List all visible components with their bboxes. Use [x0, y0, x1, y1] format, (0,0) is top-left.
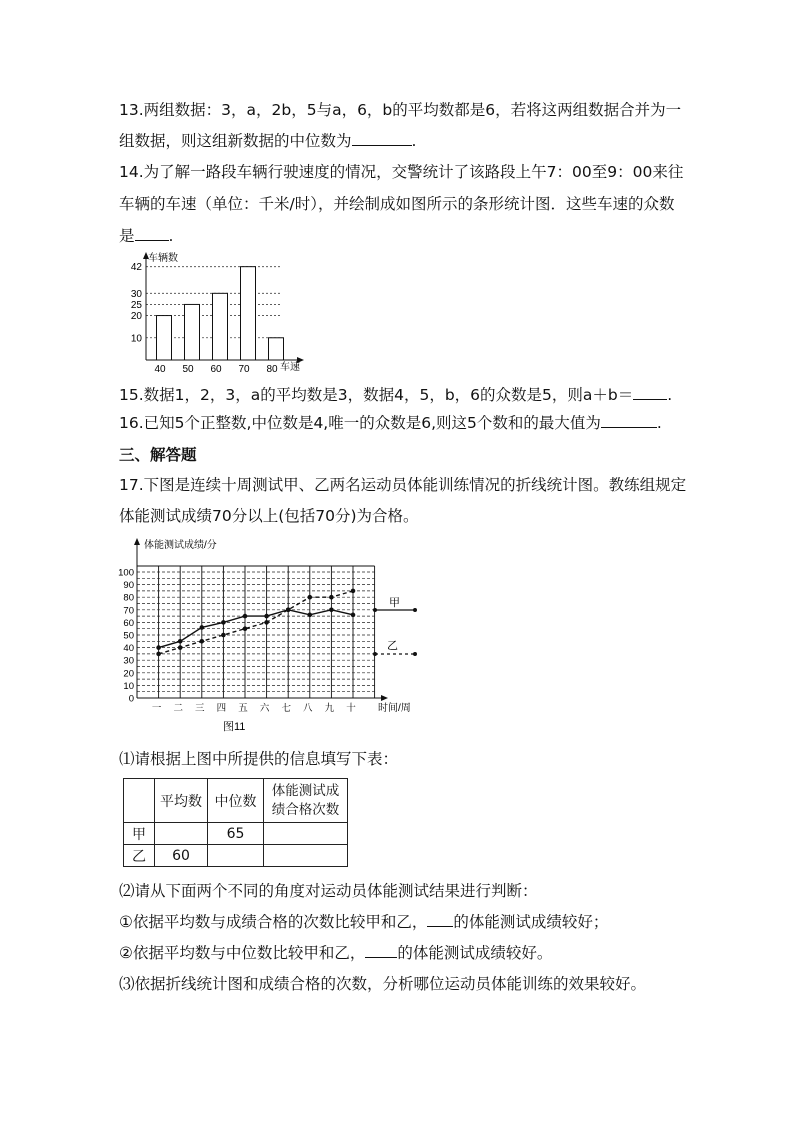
lc-y-axis-arrow — [134, 538, 140, 545]
table-header-pass — [264, 779, 348, 823]
bar-x-tick: 80 — [266, 364, 278, 374]
lc-x-tick: 七 — [281, 703, 291, 714]
series-yi-point — [351, 589, 356, 594]
lc-x-tick: 一 — [151, 703, 162, 714]
series-yi-point — [243, 626, 248, 631]
sub2a — [119, 912, 699, 933]
series-jia-point — [308, 613, 313, 618]
series-jia-point — [156, 645, 161, 650]
lc-x-tick: 五 — [238, 703, 248, 714]
y-axis-label: 车辆数 — [148, 253, 178, 264]
table-header-mean: 平均数 — [155, 779, 208, 823]
q16-text: 16.已知5个正整数,中位数是4,唯一的众数是6,则这5个数和的最大值为 — [119, 414, 601, 432]
series-yi-point — [200, 639, 205, 644]
sub2a-end: 的体能测试成绩较好； — [453, 913, 609, 931]
series-yi-point — [221, 633, 226, 638]
bar-y-tick: 10 — [130, 333, 142, 345]
sub3: ⑶依据折线统计图和成绩合格的次数，分析哪位运动员体能训练的效果较好。 — [119, 975, 647, 993]
bar-y-tick: 42 — [130, 262, 142, 274]
table-row — [124, 845, 348, 867]
cell-median[interactable] — [208, 845, 264, 867]
lc-x-tick: 十 — [346, 703, 356, 714]
series-jia-point — [178, 639, 183, 644]
q14-line2: 车辆的车速（单位：千米/时），并绘制成如图所示的条形统计图．这些车速的众数 — [119, 195, 675, 213]
legend-yi-dot — [413, 652, 417, 656]
lc-x-tick: 三 — [195, 703, 205, 714]
sub2a-text: ①依据平均数与成绩合格的次数比较甲和乙， — [119, 913, 428, 931]
lc-y-tick: 90 — [123, 580, 134, 592]
lc-y-tick: 0 — [128, 693, 134, 705]
table-header-median: 中位数 — [208, 779, 264, 823]
lc-x-tick: 六 — [259, 703, 270, 714]
lc-y-tick: 100 — [118, 567, 134, 579]
cell-pass[interactable] — [264, 845, 348, 867]
q13-text: 组数据，则这组新数据的中位数为 — [119, 132, 352, 150]
q15-line — [119, 385, 699, 406]
lc-y-tick: 70 — [123, 605, 134, 617]
q13-line2 — [119, 131, 699, 152]
q16-line — [119, 413, 699, 434]
sub1: ⑴请根据上图中所提供的信息填写下表： — [119, 750, 399, 768]
legend-jia-label: 甲 — [389, 597, 400, 609]
lc-y-tick: 50 — [123, 630, 134, 642]
bar-x-tick: 50 — [182, 364, 194, 374]
sub2b-text: ②依据平均数与中位数比较甲和乙， — [119, 944, 366, 962]
q16-answer-blank[interactable] — [601, 413, 657, 428]
legend-yi-label: 乙 — [387, 640, 398, 652]
q13-line1: 13.两组数据：3，a，2b，5与a，6，b的平均数都是6，若将这两组数据合并为一 — [119, 101, 682, 119]
x-axis-label: 车速 — [280, 362, 300, 373]
q16-end: . — [656, 414, 662, 432]
q13-end: . — [411, 132, 417, 150]
lc-caption: 图11 — [223, 721, 246, 733]
q14-end: . — [168, 227, 174, 245]
series-jia-point — [200, 625, 205, 630]
q13-answer-blank[interactable] — [352, 131, 412, 146]
lc-x-tick: 八 — [303, 703, 313, 714]
lc-x-tick: 二 — [173, 703, 183, 714]
bar-80 — [269, 338, 284, 360]
series-yi-point — [308, 595, 313, 600]
q15-end: . — [667, 386, 673, 404]
row-name: 甲 — [124, 823, 155, 845]
header-pass-line1: 体能测试成 — [271, 782, 340, 799]
lc-x-tick: 四 — [216, 703, 227, 714]
cell-median[interactable]: 65 — [208, 823, 264, 845]
bar-y-tick: 20 — [130, 311, 142, 323]
lc-y-tick: 20 — [123, 668, 134, 680]
lc-y-tick: 30 — [123, 655, 134, 667]
cell-pass[interactable] — [264, 823, 348, 845]
bar-x-tick: 40 — [154, 364, 166, 374]
lc-y-tick: 60 — [123, 617, 134, 629]
score-table — [123, 778, 348, 867]
line-chart — [116, 536, 426, 736]
q14-line3 — [119, 226, 699, 247]
sub2b-answer-blank[interactable] — [365, 943, 397, 958]
bar-x-tick: 60 — [210, 364, 222, 374]
row-name: 乙 — [124, 845, 155, 867]
sub2: ⑵请从下面两个不同的角度对运动员体能测试结果进行判断： — [119, 882, 538, 900]
q14-answer-blank[interactable] — [135, 226, 169, 241]
header-pass-line2: 绩合格次数 — [271, 801, 340, 818]
bar-60 — [213, 293, 228, 360]
bar-chart — [118, 248, 318, 374]
series-yi-point — [156, 652, 161, 657]
lc-y-tick: 10 — [123, 680, 134, 692]
series-yi-point — [286, 608, 291, 613]
sub2b — [119, 943, 699, 964]
bar-x-tick: 70 — [238, 364, 250, 374]
section-heading: 三、解答题 — [119, 446, 197, 464]
bar-y-tick: 30 — [130, 288, 142, 300]
lc-y-tick: 40 — [123, 643, 134, 655]
q17-line2: 体能测试成绩70分以上(包括70分)为合格。 — [119, 507, 419, 525]
series-jia-point — [243, 614, 248, 619]
legend-jia-dot — [413, 608, 417, 612]
series-jia-point — [264, 614, 269, 619]
legend-jia-dot — [373, 608, 377, 612]
q15-answer-blank[interactable] — [633, 385, 667, 400]
q15-text: 15.数据1，2，3，a的平均数是3，数据4，5，b，6的众数是5，则a＋b＝ — [119, 386, 634, 404]
table-header-corner — [124, 779, 155, 823]
cell-mean[interactable]: 60 — [155, 845, 208, 867]
lc-x-label: 时间/周 — [378, 703, 411, 714]
lc-title: 体能测试成绩/分 — [144, 540, 217, 551]
cell-mean[interactable] — [155, 823, 208, 845]
series-jia-point — [221, 620, 226, 625]
sub2a-answer-blank[interactable] — [427, 912, 453, 927]
series-yi-point — [264, 620, 269, 625]
bar-50 — [185, 304, 200, 360]
table-row — [124, 823, 348, 845]
lc-y-tick: 80 — [123, 592, 134, 604]
lc-x-tick: 九 — [324, 703, 335, 714]
series-yi-point — [329, 595, 334, 600]
series-jia-point — [351, 613, 356, 618]
bar-70 — [241, 267, 256, 360]
series-jia-point — [329, 608, 334, 613]
table-header-row — [124, 779, 348, 823]
bar-40 — [157, 316, 172, 360]
q14-text: 是 — [119, 227, 135, 245]
bar-y-tick: 25 — [130, 299, 142, 311]
lc-x-axis-arrow — [381, 695, 388, 701]
legend-yi-dot — [373, 652, 377, 656]
series-yi-point — [178, 645, 183, 650]
q17-line1: 17.下图是连续十周测试甲、乙两名运动员体能训练情况的折线统计图。教练组规定 — [119, 476, 687, 494]
sub2b-end: 的体能测试成绩较好。 — [397, 944, 553, 962]
q14-line1: 14.为了解一路段车辆行驶速度的情况，交警统计了该路段上午7：00至9：00来往 — [119, 163, 684, 181]
